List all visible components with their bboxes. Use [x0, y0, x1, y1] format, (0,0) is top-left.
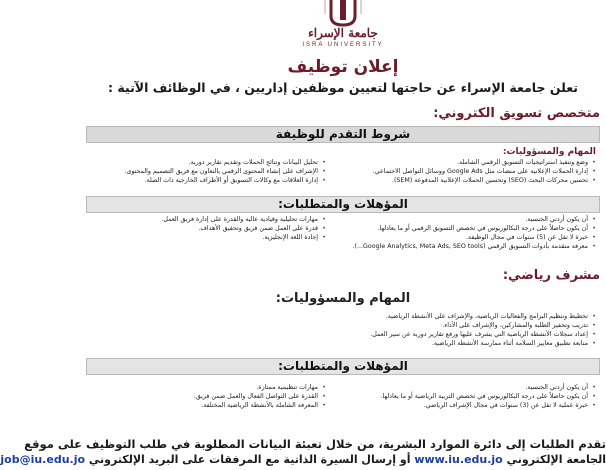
sports-duties-list — [96, 312, 596, 348]
list-item: • المعرفة الشاملة بالأنشطة الرياضية المختلفة. — [90, 401, 326, 410]
qualifications-banner: المؤهلات والمتطلبات: — [86, 196, 600, 213]
application-instructions: تقدم الطلبات إلى دائرة الموارد البشرية، من خلال تعبئة البيانات المطلوبة في طلب التوظيف على موقع — [24, 437, 606, 451]
university-logo-icon — [321, 0, 365, 26]
header — [80, 0, 606, 56]
list-item: • إدارة الحملات الإعلانية على منصات مثل Google Ads ووسائل التواصل الاجتماعي. — [334, 167, 596, 176]
website-link[interactable]: www.iu.edu.jo — [414, 453, 503, 466]
email-link[interactable]: job@iu.edu.jo — [0, 453, 86, 466]
footer-middle: أو إرسال السيرة الذاتية مع المرفقات على البريد الإلكتروني — [88, 453, 411, 466]
list-item: • متابعة تطبيق معايير السلامة أثناء ممارسة الأنشطة الرياضية. — [96, 339, 596, 348]
duties-banner: المهام والمسؤوليات: — [275, 291, 411, 306]
list-item: • قدرة على العمل ضمن فريق وتحقيق الأهداف. — [90, 224, 326, 233]
duties-list-right — [334, 158, 596, 185]
announcement-intro: تعلن جامعة الإسراء عن حاجتها لتعيين موظفين إداريين ، في الوظائف الآتية : — [108, 80, 578, 95]
list-item: • أن يكون أردني الجنسية. — [334, 215, 596, 224]
list-item: • تدريب وتحفيز الطلبة والمشاركين، والإشراف على الأداء. — [96, 321, 596, 330]
job-title-sports-supervisor: مشرف رياضي: — [502, 268, 600, 283]
duties-heading: المهام والمسؤوليات: — [502, 147, 596, 157]
qualifications-banner: المؤهلات والمتطلبات: — [86, 358, 600, 375]
job-title-digital-marketing: متخصص تسويق الكتروني: — [433, 106, 600, 121]
list-item: • إجادة اللغة الإنجليزية. — [90, 233, 326, 242]
list-item: • القدرة على التواصل الفعال والعمل ضمن فريق. — [90, 392, 326, 401]
list-item: • تحليل البيانات ونتائج الحملات وتقديم تقارير دورية. — [90, 158, 326, 167]
qualifications-list-right — [334, 215, 596, 251]
application-contacts — [0, 453, 606, 466]
list-item: • وضع وتنفيذ استراتيجيات التسويق الرقمي الشاملة. — [334, 158, 596, 167]
list-item: • الإشراف على إنشاء المحتوى الرقمي بالتعاون مع فريق التصميم والمحتوى. — [90, 167, 326, 176]
list-item: • أن يكون حاصلاً على درجة البكالوريوس في تخصص التربية الرياضية أو ما يعادلها. — [334, 392, 596, 401]
list-item: • أن يكون أردني الجنسية. — [334, 383, 596, 392]
qualifications-list-left — [90, 215, 326, 242]
list-item: • خبرة لا تقل عن (5) سنوات في مجال الوظيفة. — [334, 233, 596, 242]
duties-list-left — [90, 158, 326, 185]
list-item: • تحسين محركات البحث (SEO) وتحسين الحملات الإعلانية المدفوعة (SEM). — [334, 176, 596, 185]
announcement-title: إعلان توظيف — [287, 57, 399, 77]
list-item: • تخطيط وتنظيم البرامج والفعاليات الرياضية، والإشراف على الأنشطة الرياضية. — [96, 312, 596, 321]
list-item: • إعداد سجلات الأنشطة الرياضية التي يشرف عليها ورفع تقارير دورية عن سير العمل. — [96, 330, 596, 339]
list-item: • معرفة متقدمة بأدوات التسويق الرقمي (Google Analytics, Meta Ads, SEO tools...). — [334, 242, 596, 251]
list-item: • مهارات تنظيمية ممتازة. — [90, 383, 326, 392]
footer-prefix: الجامعة الإلكتروني — [506, 453, 606, 466]
sports-qualifications-right — [334, 383, 596, 410]
requirements-banner: شروط التقدم للوظيفة — [86, 126, 600, 143]
university-name-english: ISRA UNIVERSITY — [302, 42, 384, 48]
list-item: • مهارات تحليلية وقيادية عالية والقدرة على إدارة فريق العمل. — [90, 215, 326, 224]
list-item: • خبرة عملية لا تقل عن (3) سنوات في مجال الإشراف الرياضي. — [334, 401, 596, 410]
university-name-arabic: جامعة الإسراء — [308, 26, 378, 40]
list-item: • أن يكون حاصلاً على درجة البكالوريوس في تخصص التسويق الرقمي أو ما يعادلها. — [334, 224, 596, 233]
sports-qualifications-left — [90, 383, 326, 410]
list-item: • إدارة العلاقات مع وكالات التسويق أو الأطراف الخارجية ذات الصلة. — [90, 176, 326, 185]
